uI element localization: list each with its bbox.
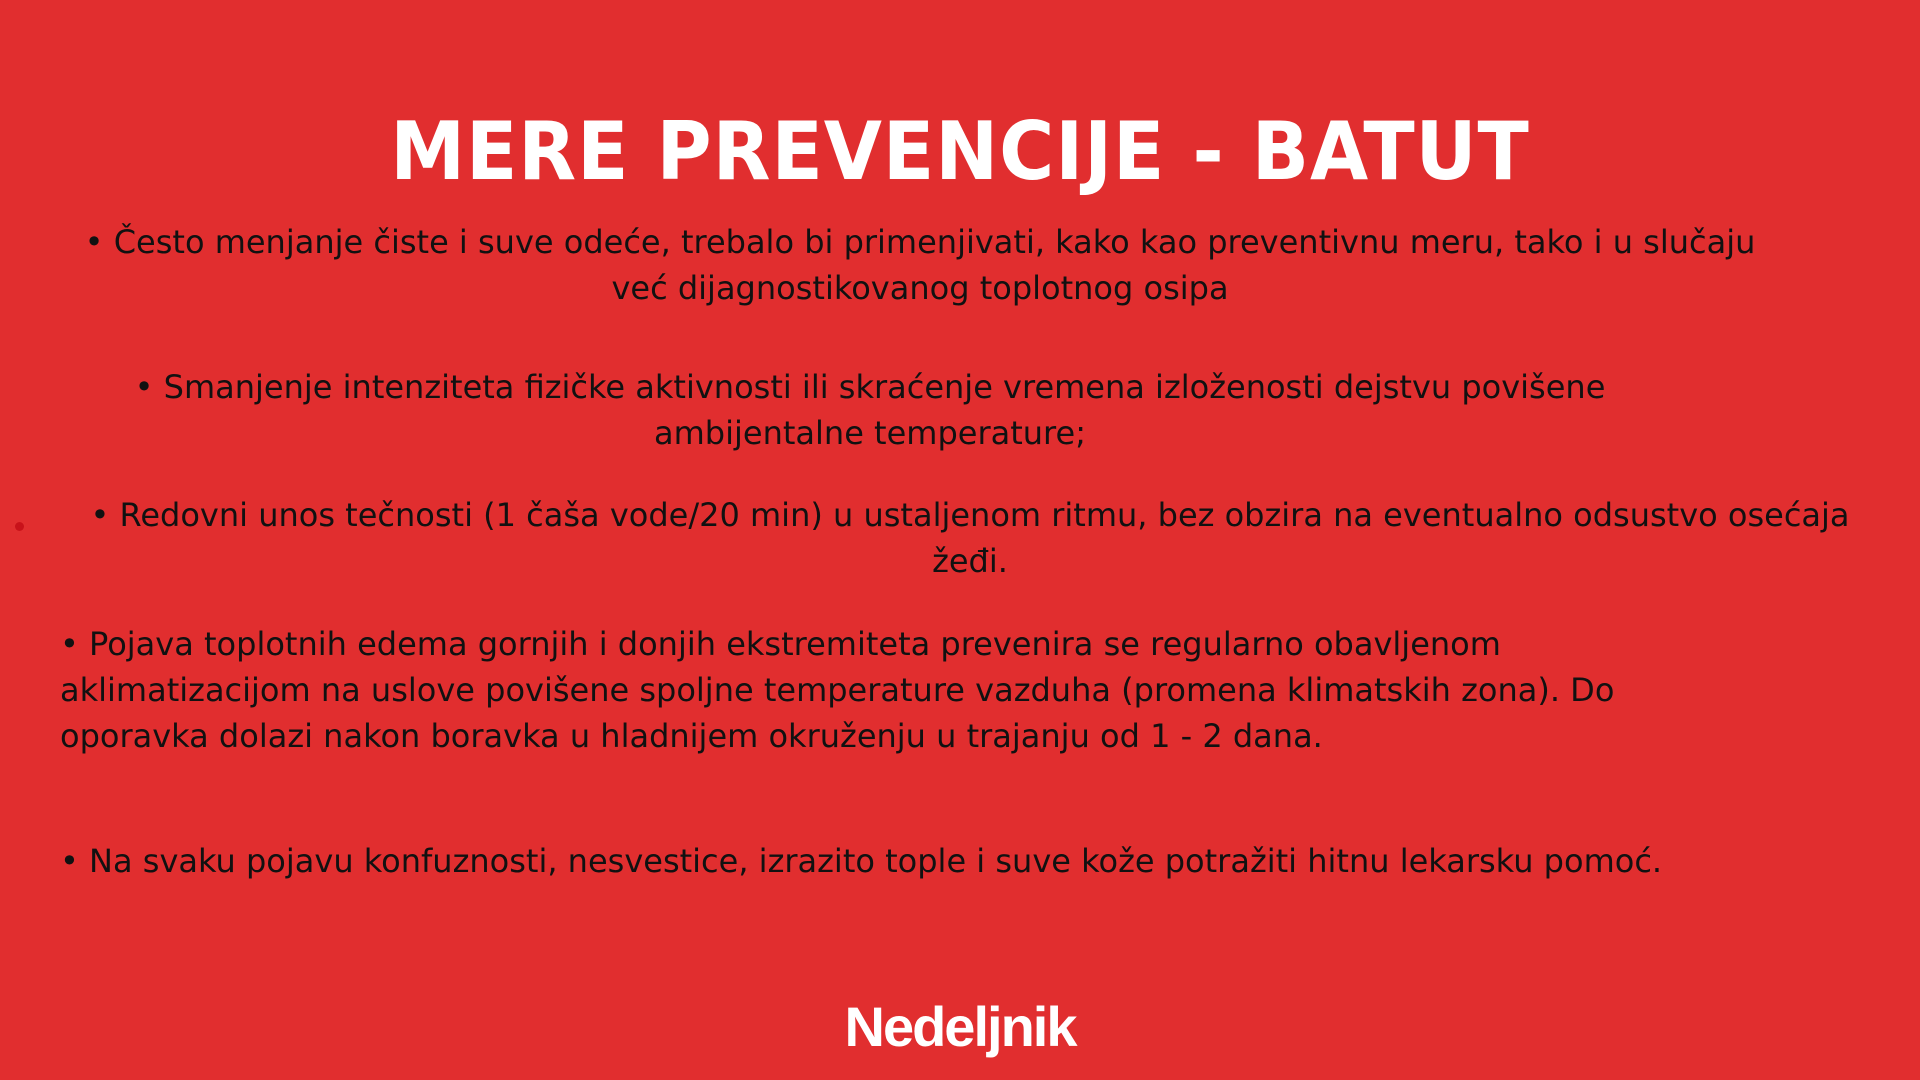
- bullet-physical-activity: • Smanjenje intenziteta fizičke aktivnosti ili skraćenje vremena izloženosti dejstvu povišene ambijentalne temperature;: [134, 368, 1606, 452]
- bullet-medical-help: • Na svaku pojavu konfuznosti, nesvestice, izrazito tople i suve kože potražiti hitnu lekarsku pomoć.: [60, 842, 1663, 880]
- brand-logo: Nedeljnik: [844, 995, 1076, 1058]
- bullet-edema: • Pojava toplotnih edema gornjih i donjih ekstremiteta prevenira se regularno obavljenom aklimatizacijom na uslove povišene spoljne temperature vazduha (promena klimatskih zona). Do oporavka dolazi nakon boravka u hladnijem okruženju u trajanju od 1 - 2 dana.: [60, 625, 1615, 755]
- bullet-clothing: • Često menjanje čiste i suve odeće, trebalo bi primenjivati, kako kao preventivnu meru, tako i u slučaju već dijagnostikovanog toplotnog osipa: [84, 223, 1756, 307]
- bullet-fluid-intake: • Redovni unos tečnosti (1 čaša vode/20 min) u ustaljenom ritmu, bez obzira na eventualno odsustvo osećaja žeđi.: [90, 496, 1850, 580]
- page-title: MERE PREVENCIJE - BATUT: [390, 104, 1530, 198]
- decorative-dot: [15, 522, 24, 531]
